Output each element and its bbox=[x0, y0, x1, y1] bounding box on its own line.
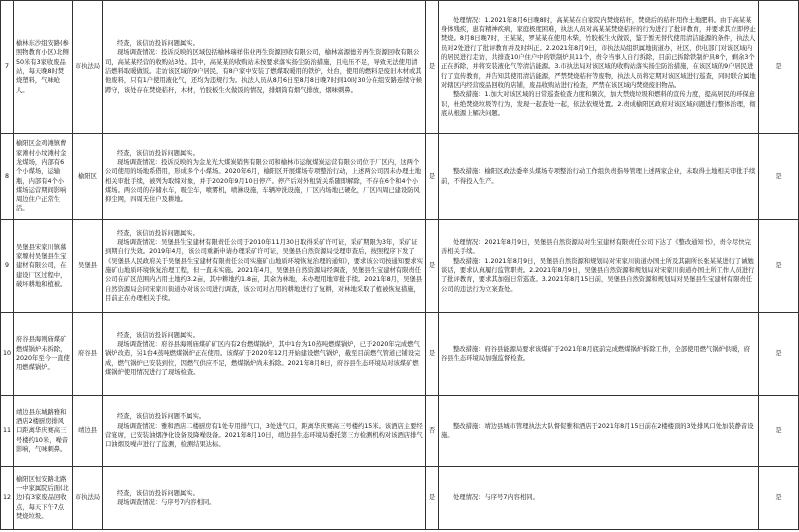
row-number: 7 bbox=[1, 1, 14, 134]
investigation-result-paragraph: 现场调查情况：投诉反映的区域包括榆林瑞祥伟业再生资源回收有限公司，榆林富源德芳再生资源回收有限公司，高某某经营的收购站3处。其中，高某某的收购站未按要求落实扬尘防治措施，且电压不足，导致无法使用清洁燃料取暖做饭。走访该区域的9户居民，有8户家中安装了燃煤取暖用的铁炉，灶台，使用的燃料是废旧木材或其他废料，只有1户使用液化气，还均为违规行为。执法人员从8月6日至8月8日晚7时到10时30分在组安路连续守候蹲守，该处存在焚烧秸秆，木材，竹胶板生火做饭的情况，排烟筒有烟气排放，烟味刺鼻。 bbox=[105, 49, 423, 94]
investigation-result-paragraph: 经查，该信访投诉问题属实。 bbox=[117, 229, 199, 237]
complaint-description: 榆阳区金鸡滩镇曹家滩村小坟滩村金龙煤场，内部有6个小煤场，运输瓶，内部有4个小煤场运营期间影响周边住户正常生活。 bbox=[14, 134, 73, 220]
completion-flag: 是 bbox=[759, 1, 799, 134]
row-number: 9 bbox=[1, 220, 14, 313]
handling-measures-paragraph: 整改措施：府谷县能源局要求该煤矿于2021年8月底前完成燃煤锅炉拆除工作，全部使用燃气锅炉供暖，府谷县生态环境局加强监督检查。 bbox=[441, 345, 751, 362]
completion-flag: 是 bbox=[759, 313, 799, 396]
row-number: 10 bbox=[1, 313, 14, 396]
verified-flag: 是 bbox=[426, 313, 439, 396]
handling-measures-paragraph: 处理情况：2021年8月9日，吴堡县自然资源局对生宝建材有限责任公司下达了《整改通知书》，责令尽快完善相关手续。 bbox=[441, 239, 751, 256]
responsible-department: 府谷县 bbox=[73, 313, 103, 396]
verified-flag: 是 bbox=[426, 134, 439, 220]
investigation-result-paragraph: 现场调查情况：与序号7内容相同。 bbox=[117, 499, 216, 506]
responsible-department: 榆阳区 bbox=[73, 134, 103, 220]
handling-measures-paragraph: 整改措施：1.加大对该区域的日常巡查检查力度和频次，加大禁烧垃圾和燃料的宣传力度，提高居民的环保意识，杜绝焚烧垃圾等行为，发现一起查处一起，依法依规处置。2.责成榆阳区政府对该区域问题进行整体治理，彻底从根源上解决问题。 bbox=[441, 91, 756, 117]
investigation-result-paragraph: 现场调查情况：吴堡县生宝建材有限责任公司于2010年11月30日取得采矿许可证，采矿期限为3年，采矿证到期自行失效。2019年4月，该公司重新申请办理采矿许可证，吴堡县自然资源局受理审查后，按照程序下发了《吴堡县人民政府关于吴堡县生宝建材有限责任公司实施矿山地质环境恢复治理的通知》，要求该公司按通知要求实施矿山地质环境恢复治理工程，但一直未实施。2021年4月，吴堡县自然资源局经调查，吴堡县生宝建材有限责任公司在矿区范围内占用土地约3.2亩，其中耕地约1.8亩，其余为林地，未办理用地审批手续。2021年8月，吴堡县自然资源局会同宋家川街道办对该公司进行调查，该公司对占用的耕地进行了复耕，对林地采取了植被恢复措施，目前正在办理相关手续。 bbox=[105, 239, 423, 302]
handling-measures-paragraph: 处理情况：与序号7内容相同。 bbox=[453, 494, 539, 502]
investigation-result bbox=[103, 1, 426, 134]
row-number: 8 bbox=[1, 134, 14, 220]
investigation-result bbox=[103, 396, 426, 467]
completion-flag: 是 bbox=[759, 220, 799, 313]
table-row bbox=[1, 220, 799, 313]
row-number: 11 bbox=[1, 396, 14, 467]
verified-flag: 是 bbox=[426, 1, 439, 134]
investigation-result-paragraph: 经查，该信访投诉问题属实。 bbox=[117, 331, 199, 339]
investigation-result-paragraph: 经查，该信访投诉问题属实。 bbox=[117, 149, 199, 157]
complaint-description: 榆阳区恒安路北路一中家属院后面(北边)有3家废品回收点，每天下午7点焚烧垃圾。 bbox=[14, 467, 73, 530]
verified-flag: 是 bbox=[426, 467, 439, 530]
completion-flag: 是 bbox=[759, 467, 799, 530]
responsible-department: 吴堡县 bbox=[73, 220, 103, 313]
verified-flag: 否 bbox=[426, 396, 439, 467]
table-row bbox=[1, 396, 799, 467]
verified-flag: 是 bbox=[426, 220, 439, 313]
completion-flag: 是 bbox=[759, 396, 799, 467]
complaint-description: 吴堡县宋家川镇慕家塬村吴堡县生宝建材有限公司，在建设厂区过程中，破坏耕地和植被。 bbox=[14, 220, 73, 313]
row-number: 12 bbox=[1, 467, 14, 530]
investigation-result bbox=[103, 134, 426, 220]
responsible-department: 市执法局 bbox=[73, 1, 103, 134]
complaint-description: 府谷县海则庙煤矿燃煤锅炉未拆除，2020年至今一直使用燃煤锅炉。 bbox=[14, 313, 73, 396]
investigation-result-paragraph: 经查，该信访投诉问题不属实。 bbox=[117, 413, 206, 421]
investigation-result-paragraph: 经查，该信访投诉问题属实。 bbox=[117, 489, 199, 497]
responsible-department: 市执法局 bbox=[73, 467, 103, 530]
handling-measures bbox=[439, 220, 759, 313]
investigation-result bbox=[103, 313, 426, 396]
handling-measures-paragraph: 整改措施：1.2021年8月9日，吴堡县自然资源和规划局对宋家川街道办国土所及其副所长张某某进行了诫勉谈话，要求认真履行监管职责。2.2021年8月9日，吴堡县自然资源和规划局对宋家川街道办国土所工作人员进行了批评教育，要求其加强日常巡查。3.2021年8月15日前，吴堡县自然资源和规划局对吴堡县生宝建材有限责任公司的违法行为立案查处。 bbox=[441, 257, 755, 293]
handling-measures bbox=[439, 1, 759, 134]
investigation-result-paragraph: 现场调查情况：雅和酒店二楼厨房有1处专用排气口，3处进气口，距离华庆赛高三号楼约15米。该酒店主要经营宴席，已安装油烟净化设备及降噪设备。2021年8月10日，靖边县生态环境局委托第三方检测机构对该酒店排气口油烟及噪声进行了监测，检测结果达标。 bbox=[105, 422, 423, 449]
complaint-description: 榆林东沙组安路(参照物教育小区)北侧50米有3家收废品站，每天晚8时焚烧塑料，气味呛人。 bbox=[14, 1, 73, 134]
investigation-result bbox=[103, 220, 426, 313]
table-row bbox=[1, 1, 799, 134]
handling-measures bbox=[439, 134, 759, 220]
table-row bbox=[1, 467, 799, 530]
handling-measures-paragraph: 整改措施：靖边县城市管理执法大队督促雅和酒店于2021年8月15日前在2楼楼顶的3处排风口处加装静音设施。 bbox=[441, 422, 754, 439]
handling-measures-paragraph: 处理情况：1.2021年8月6日晚8时，高某某在自家院内焚烧秸秆，焚烧后的秸秆用作土地肥料。由于高某某身体残疾，患有精神疾病，家庭极度困难，执法人员对高某某焚烧秸秆的行为进行了批评教育，并要求其立即停止焚烧。8月8日晚7时，王某某，罗某某在使用木柴，竹胶板生火做饭，鉴于暂无替代使用清洁能源的条件，执法人员对2处进行了批评教育并及时纠正。2.2021年8月9日，市执法局组织属地街道办，社区，供电部门对该区域内的居民进行走访，共排查10户住户中的铁制炉具11个，责令当事人自行拆除，目前已拆除铁制炉具8个，剩余3个正在拆除，并将安装液化气等清洁能源。3.市执法局对该区域的收购站落实扬尘防治措施，在该区域的9户居民进行了宣传教育，并告知其使用清洁能源，严禁焚烧秸秆等废物，执法人员将定期对该区域进行巡查，同时联合属地对辖区内经营废品回收的店铺，废品收购站进行检查，严禁在该区域内焚烧废旧物品。 bbox=[441, 16, 756, 89]
investigation-result-paragraph: 现场调查情况：府谷县海则庙煤矿矿区内有2台燃煤锅炉，其中1台为10蒸吨燃煤锅炉，已于2020年完成燃气锅炉改造，另1台4蒸吨燃煤锅炉正在使用。该煤矿于2020年12月开始建设燃气锅炉，截至目前燃气管道已铺设完成，燃气锅炉已安装到位，因燃气供应不足，燃煤锅炉尚未拆除。2021年8月8日，府谷县生态环境局对该煤矿燃煤锅炉使用情况进行了现场检查。 bbox=[105, 341, 421, 376]
investigation-result-paragraph: 经查，该信访投诉问题属实。 bbox=[117, 40, 199, 48]
table-row bbox=[1, 313, 799, 396]
handling-measures-paragraph: 整改措施：榆阳区政法委牵头煤场专项整治行动工作组负责指导管理上述两家企业，未取得土地相关审批手续前，不得投入生产。 bbox=[441, 168, 756, 185]
complaint-description: 靖边县东城路雅和酒店2楼厨房排风口距离华庆赛高三号楼约10米，噪音影响，气味刺鼻。 bbox=[14, 396, 73, 467]
handling-measures bbox=[439, 396, 759, 467]
completion-flag: 是 bbox=[759, 134, 799, 220]
handling-measures bbox=[439, 467, 759, 530]
investigation-result-paragraph: 现场调查情况：投诉反映的为金龙光大煤炭销售有限公司和榆林市运航煤炭运营有限公司位于厂区内，这两个公司使用的场地系借用，形成多个小煤场。2020年6月，榆阳区开展煤场专项整治行动，上述两公司因未办理土地相关审批手续，被列为取缔对象，并于2020年9月10日停产。停产后对外租赁关系随即解除，不存在6个和4个小煤场。两公司的存储水车，吸尘车，喷雾机，喷淋设施，车辆冲洗设施，厂区内场地已硬化，厂区四周已建设防风抑尘网，四周无住户及耕地。 bbox=[105, 158, 421, 204]
handling-measures bbox=[439, 313, 759, 396]
table-body bbox=[1, 1, 799, 530]
investigation-result bbox=[103, 467, 426, 530]
table-row bbox=[1, 134, 799, 220]
responsible-department: 靖边县 bbox=[73, 396, 103, 467]
